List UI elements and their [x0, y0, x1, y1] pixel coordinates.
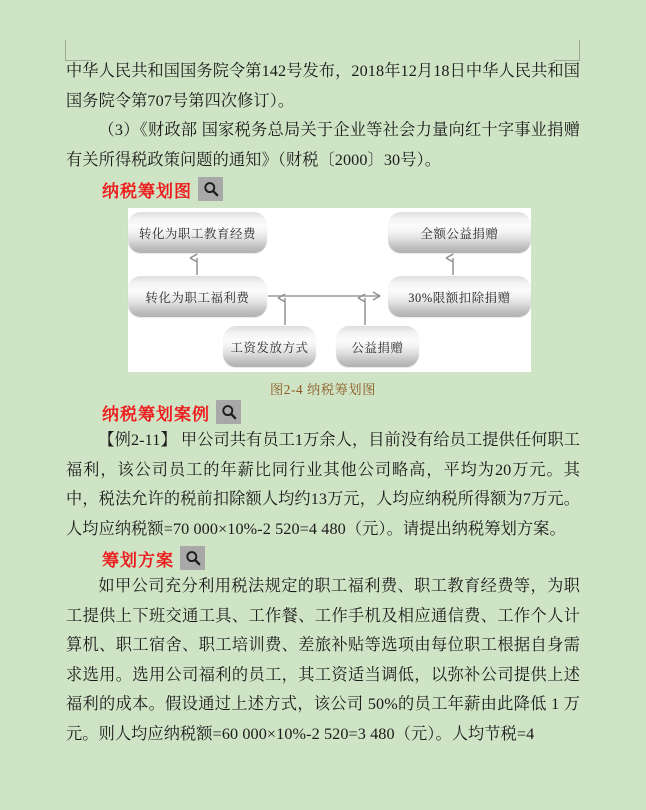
- section-heading-label: 纳税筹划案例: [102, 404, 210, 424]
- diagram-node-public-donation[interactable]: 公益捐赠: [336, 326, 419, 367]
- search-icon[interactable]: [216, 400, 241, 424]
- section-heading-label: 筹划方案: [102, 550, 174, 570]
- diagram-node-limit-deduction[interactable]: 30%限额扣除捐赠: [388, 276, 531, 317]
- figure-caption: 图2-4 纳税筹划图: [269, 382, 376, 397]
- diagram-node-full-deduction[interactable]: 全额公益捐赠: [388, 212, 531, 253]
- diagram-node-wage-method[interactable]: 工资发放方式: [223, 326, 316, 367]
- figure-planning-diagram: [66, 208, 580, 398]
- paragraph-solution: 如甲公司充分利用税法规定的职工福利费、职工教育经费等，为职工提供上下班交通工具、工作餐、工作手机及相应通信费、工作个人计算机、职工宿舍、职工培训费、差旅补贴等选项由每位职工根据自身需求选用。选用公司福利的员工，其工资适当调低，以弥补公司提供上述福利的成本。假设通过上述方式，该公司 50%的员工年薪由此降低 1 万元。则人均应纳税额=60 000×10%-2 520=3 480（元）。人均节税=4: [66, 577, 580, 743]
- search-icon[interactable]: [180, 546, 205, 570]
- search-icon[interactable]: [198, 177, 223, 201]
- section-heading-planning-diagram: [66, 175, 580, 203]
- section-heading-label: 纳税筹划图: [102, 181, 192, 201]
- paragraph-example-2-11: 【例2-11】 甲公司共有员工1万余人，目前没有给员工提供任何职工福利，该公司员工的年薪比同行业其他公司略高，平均为20万元。其中，税法允许的税前扣除额人均约13万元，人均应纳税所得额为7万元。人均应纳税额=70 000×10%-2 520=4 480（元）。请提出纳税筹划方案。: [66, 431, 580, 538]
- paragraph-regulation-142: 中华人民共和国国务院令第142号发布，2018年12月18日中华人民共和国国务院令第707号第四次修订）。: [66, 62, 580, 110]
- section-heading-planning-case: [66, 398, 580, 426]
- diagram-node-welfare-fund[interactable]: 转化为职工福利费: [128, 276, 267, 317]
- page-content: [66, 57, 580, 749]
- paragraph-regulation-30: （3）《财政部 国家税务总局关于企业等社会力量向红十字事业捐赠有关所得税政策问题的通知》（财税〔2000〕30号）。: [66, 121, 580, 169]
- diagram-canvas: [128, 208, 531, 372]
- diagram-node-education-fund[interactable]: 转化为职工教育经费: [128, 212, 267, 253]
- section-heading-planning-solution: [66, 544, 580, 572]
